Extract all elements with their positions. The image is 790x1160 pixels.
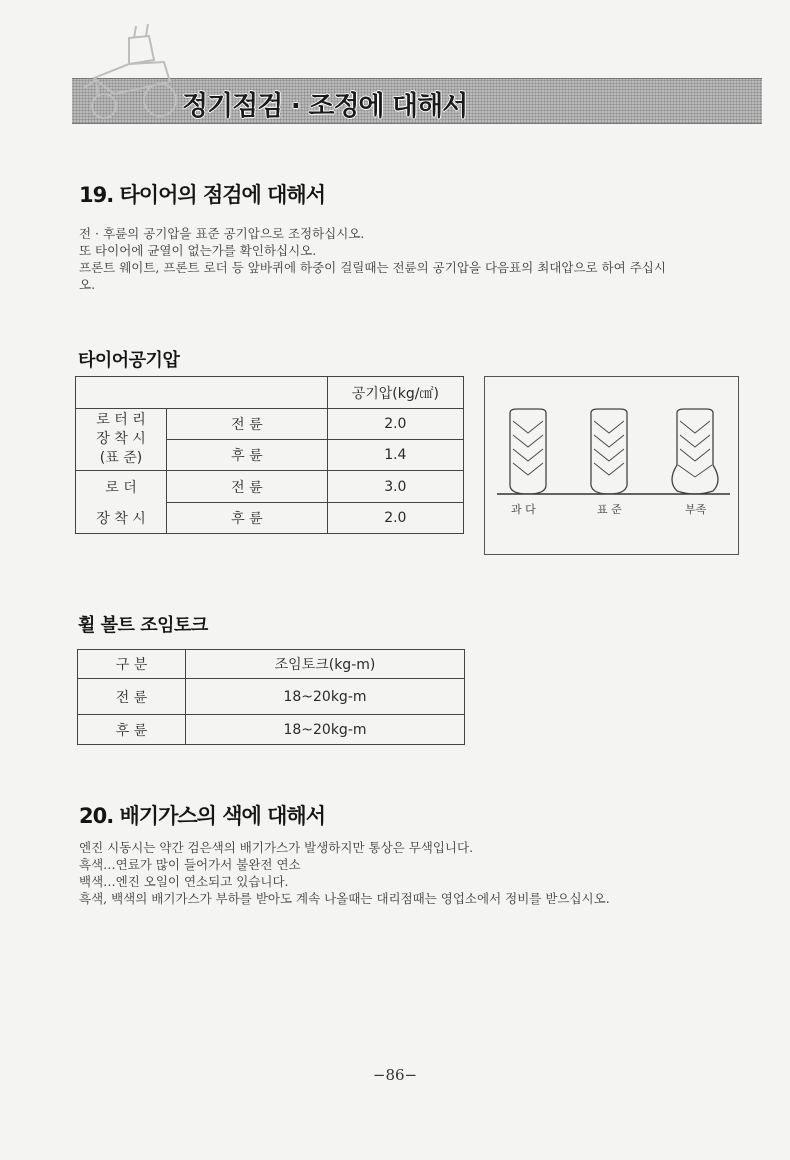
column-header: 구 분	[78, 650, 186, 679]
body-line: 엔진 시동시는 약간 검은색의 배기가스가 발생하지만 통상은 무색입니다.	[79, 840, 474, 855]
section-20-heading: 20. 배기가스의 색에 대해서	[79, 804, 325, 828]
over-inflated-tire-icon	[510, 409, 546, 494]
wheel-cell: 전 륜	[78, 679, 186, 715]
pressure-cell: 2.0	[327, 503, 463, 534]
table-header-row	[78, 650, 465, 679]
pressure-cell: 3.0	[327, 471, 463, 503]
over-inflated-label: 과 다	[511, 503, 536, 516]
page-number: −86−	[372, 1066, 418, 1084]
column-header: 조임토크(kg-m)	[186, 650, 465, 679]
tire-pressure-heading: 타이어공기압	[78, 350, 180, 371]
body-line: 전 · 후륜의 공기압을 표준 공기압으로 조정하십시오.	[79, 226, 365, 241]
standard-label: 표 준	[597, 503, 622, 516]
wheel-cell: 후 륜	[167, 440, 328, 471]
wheel-bolt-heading: 휠 볼트 조임토크	[78, 615, 208, 636]
loader-label-bottom: 장 착 시	[76, 503, 167, 534]
body-line: 오.	[79, 277, 96, 292]
torque-cell: 18~20kg-m	[186, 679, 465, 715]
rotary-mount-label	[76, 409, 167, 471]
body-line: 프론트 웨이트, 프론트 로더 등 앞바퀴에 하중이 걸릴때는 전륜의 공기압을 다음표의 최대압으로 하여 주십시	[79, 260, 666, 275]
body-line: 백색…엔진 오일이 연소되고 있습니다.	[79, 874, 289, 889]
table-row	[78, 679, 465, 715]
label-line: 장 착 시	[96, 431, 146, 447]
section-19-heading: 19. 타이어의 점검에 대해서	[79, 183, 325, 207]
table-row	[76, 409, 464, 440]
body-line: 또 타이어에 균열이 없는가를 확인하십시오.	[79, 243, 317, 258]
body-line: 흑색…연료가 많이 들어가서 불완전 연소	[79, 857, 301, 872]
section-19-body	[79, 225, 666, 293]
tire-pressure-table	[75, 376, 464, 534]
label-line: 로 터 리	[96, 412, 146, 428]
loader-label-top: 로 더	[76, 471, 167, 503]
under-inflated-label: 부족	[685, 503, 707, 516]
label-line: (표 준)	[99, 450, 143, 466]
wheel-cell: 후 륜	[78, 715, 186, 745]
table-corner-cell	[76, 377, 328, 409]
tractor-illustration-icon	[74, 18, 182, 126]
page-header-title: 정기점검 · 조정에 대해서	[182, 91, 468, 122]
wheel-cell: 전 륜	[167, 409, 328, 440]
table-row	[76, 471, 464, 503]
pressure-cell: 2.0	[327, 409, 463, 440]
under-inflated-tire-icon	[672, 409, 718, 494]
table-row	[78, 715, 465, 745]
column-header: 공기압(kg/㎠)	[327, 377, 463, 409]
torque-cell: 18~20kg-m	[186, 715, 465, 745]
pressure-cell: 1.4	[327, 440, 463, 471]
wheel-cell: 후 륜	[167, 503, 328, 534]
tire-inflation-diagram	[484, 376, 739, 555]
wheel-bolt-table	[77, 649, 465, 745]
tire-drawings	[485, 377, 738, 554]
table-header-row	[76, 377, 464, 409]
section-20-body	[79, 839, 610, 907]
standard-tire-icon	[591, 409, 627, 494]
table-row	[76, 503, 464, 534]
body-line: 흑색, 백색의 배기가스가 부하를 받아도 계속 나올때는 대리점때는 영업소에서 정비를 받으십시오.	[79, 891, 610, 906]
wheel-cell: 전 륜	[167, 471, 328, 503]
